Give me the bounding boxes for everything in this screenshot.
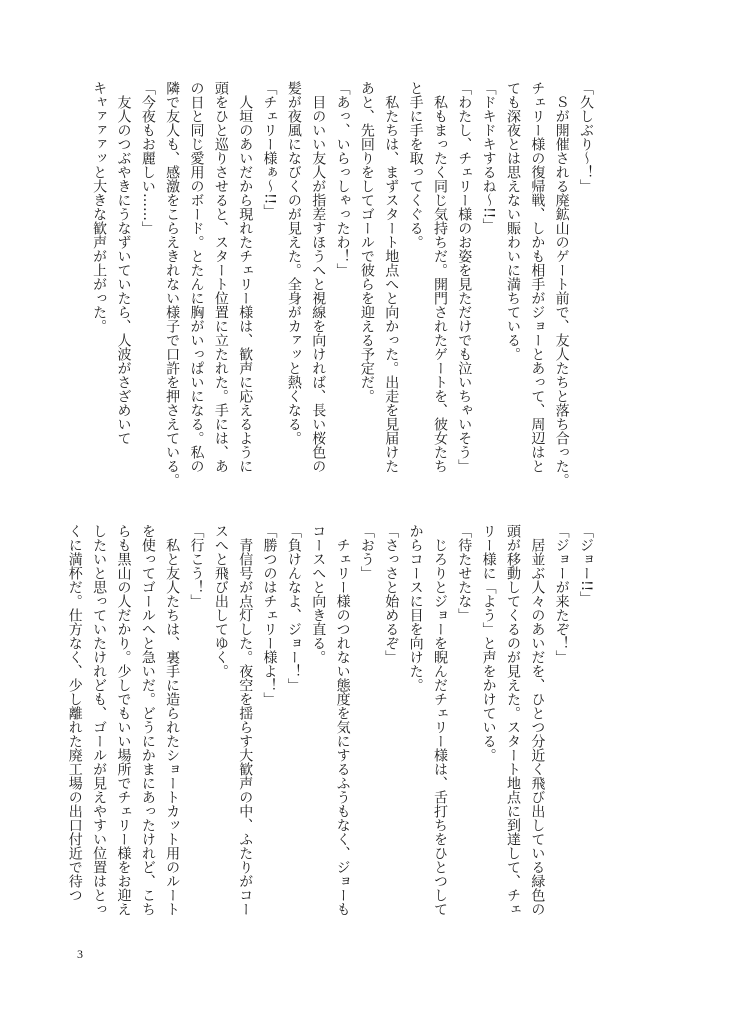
text-line: 「久しぶり～！」 — [578, 81, 594, 193]
text-line: 髪が夜風になびくのが見えた。全身がカァッと熱くなる。 — [285, 81, 302, 445]
text-line: 「ジョーが来たぞ！」 — [553, 524, 570, 664]
text-line: 「ジョー!!」 — [578, 524, 594, 606]
text-line: 「おう」 — [358, 524, 375, 580]
text-line: 「待たせたな」 — [456, 524, 473, 622]
text-line: 「勝つのはチェリー様よ！」 — [261, 524, 278, 706]
text-line: の日と同じ愛用のボード。とたんに胸がいっぱいになる。私の — [188, 81, 205, 473]
text-line: キャァァァッと大きな歓声が上がった。 — [91, 81, 108, 333]
text-line: 私たちは、まずスタート地点へと向かった。出走を見届けた — [383, 81, 400, 473]
text-line: と手に手を取ってくぐる。 — [407, 81, 424, 249]
text-line: ても深夜とは思えない賑わいに満ちている。 — [504, 81, 521, 361]
text-line: 目のいい友人が指差すほうへと視線を向ければ、長い桜色の — [310, 81, 327, 473]
text-line: 「わたし、チェリー様のお姿を見ただけでも泣いちゃいそう」 — [456, 81, 473, 473]
text-line: 私と友人たちは、裏手に造られたショートカット用のルート — [164, 524, 181, 916]
text-line: リー様に「よう」と声をかけている。 — [480, 524, 497, 762]
text-line: チェリー様のつれない態度を気にするふうもなく、ジョーも — [334, 524, 351, 916]
text-line: を使ってゴールへと急いだ。どうにかまにあったけれど、こち — [139, 524, 156, 916]
text-line: じろりとジョーを睨んだチェリー様は、舌打ちをひとつして — [431, 524, 448, 916]
text-line: チェリー様の復帰戦、しかも相手がジョーとあって、周辺はと — [529, 81, 546, 473]
text-line: からコースに目を向けた。 — [407, 524, 424, 692]
text-line: あと、先回りをしてゴールで彼らを迎える予定だ。 — [358, 81, 375, 403]
text-line: 隣で友人も、感激をこらえきれない様子で口許を押さえている。 — [164, 81, 181, 487]
text-line: 頭が移動してくるのが見えた。スタート地点に到達して、チェ — [504, 524, 521, 916]
text-line: 私もまったく同じ気持ちだ。開門されたゲートを、彼女たち — [431, 81, 448, 473]
text-line: 「行こう！」 — [188, 524, 205, 608]
text-line: 人垣のあいだから現れたチェリー様は、歓声に応えるように — [237, 81, 254, 473]
text-line: 「今夜もお麗しい……」 — [139, 81, 156, 235]
text-line: 「チェリー様ぁ～!!」 — [261, 81, 278, 219]
text-line: Ｓが開催される廃鉱山のゲート前で、友人たちと落ち合った。 — [553, 81, 570, 487]
text-block-top — [62, 81, 598, 495]
text-line: したいと思っていたけれども、ゴールが見えやすい位置はとっ — [91, 524, 108, 916]
text-line: 頭をひと巡りさせると、スタート位置に立たれた。手には、あ — [212, 81, 229, 473]
text-line: くに満杯だ。仕方なく、少し離れた廃工場の出口付近で待つ — [66, 524, 83, 902]
page-number: 3 — [77, 947, 83, 961]
text-line: 「負けんなよ、ジョー！」 — [285, 524, 302, 692]
text-line: 青信号が点灯した。夜空を揺らす大歓声の中、ふたりがコー — [237, 524, 254, 916]
text-line: 居並ぶ人々のあいだを、ひとつ分近く飛び出している緑色の — [529, 524, 546, 916]
text-line: スへと飛び出してゆく。 — [212, 524, 229, 678]
text-line: 「ドキドキするね～!!」 — [480, 81, 497, 233]
text-line: らも黒山の人だかり。少しでもいい場所でチェリー様をお迎え — [115, 524, 132, 916]
text-line: 「さっさと始めるぞ」 — [383, 524, 400, 664]
text-block-bottom — [62, 524, 598, 944]
text-line: 友人のつぶやきにうなずいていたら、人波がさざめいて — [115, 81, 132, 445]
text-line: コースへと向き直る。 — [310, 524, 327, 664]
text-line: 「あっ、いらっしゃったわ！」 — [334, 81, 351, 277]
